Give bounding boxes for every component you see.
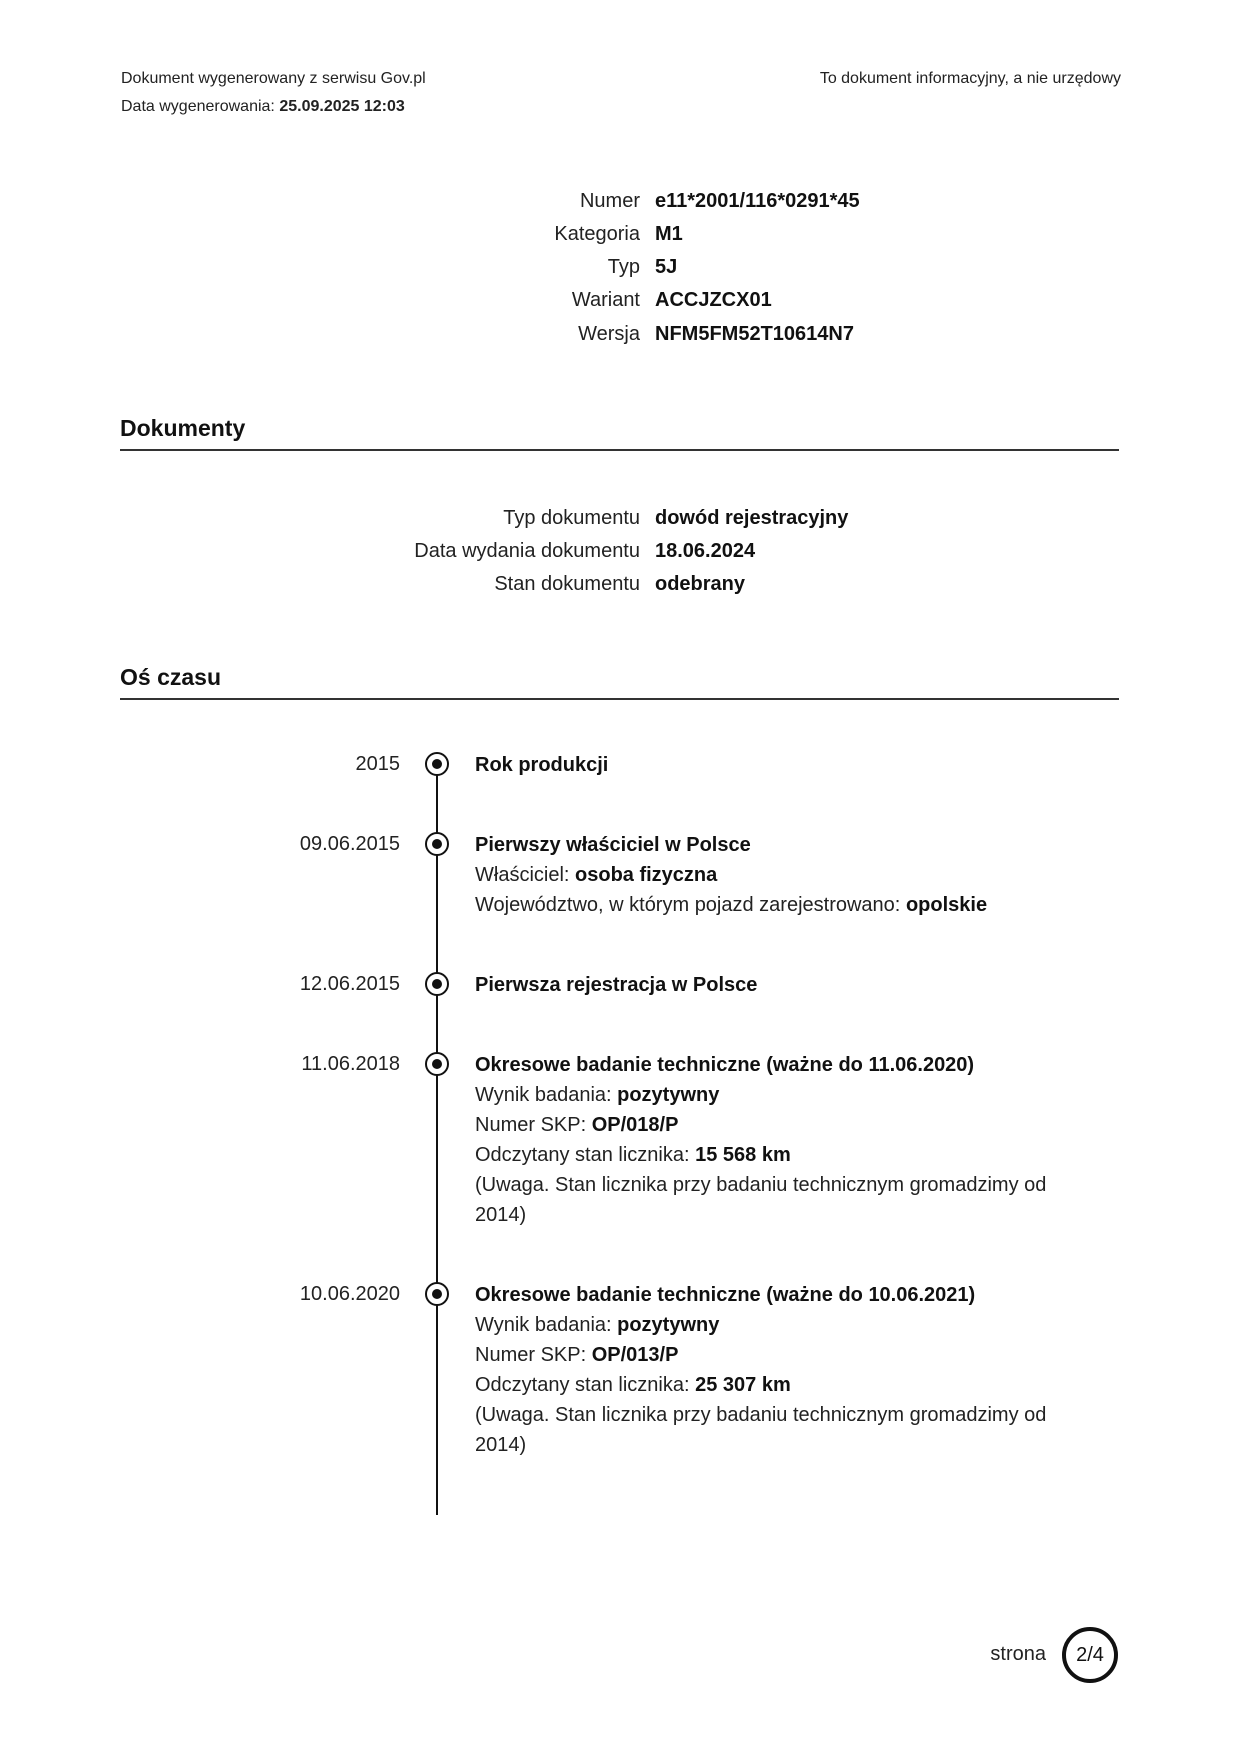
timeline-event-note: (Uwaga. Stan licznika przy badaniu technicznym gromadzimy od (475, 1174, 1047, 1196)
line-value: pozytywny (617, 1314, 720, 1336)
homologation-key: Numer (579, 190, 640, 212)
generated-date-label: Data wygenerowania: (121, 98, 275, 115)
timeline-event-title: Pierwszy właściciel w Polsce (475, 834, 751, 856)
line-value: OP/018/P (591, 1114, 679, 1136)
line-value: opolskie (905, 894, 988, 916)
document-key: Typ dokumentu (503, 507, 640, 529)
timeline-event-first-owner (475, 830, 1075, 920)
homologation-key: Wariant (571, 289, 640, 311)
documents-divider (120, 449, 1119, 451)
timeline-marker-icon (425, 972, 449, 996)
homologation-value: ACCJZCX01 (655, 289, 772, 311)
page-number: 2/4 (1076, 1643, 1104, 1666)
document-value: dowód rejestracyjny (655, 507, 849, 529)
timeline-date: 11.06.2018 (301, 1053, 400, 1075)
homologation-key: Wersja (578, 323, 640, 345)
homologation-key: Kategoria (554, 223, 640, 245)
homologation-value: 5J (655, 256, 678, 278)
timeline-marker-icon (425, 1282, 449, 1306)
timeline-event-line (475, 1370, 1075, 1400)
timeline-event-line (475, 1340, 1075, 1370)
timeline-event-note: 2014) (475, 1434, 527, 1456)
timeline-event-note: (Uwaga. Stan licznika przy badaniu technicznym gromadzimy od (475, 1404, 1047, 1426)
document-key: Stan dokumentu (494, 573, 640, 595)
timeline-event-line (475, 1080, 1075, 1110)
timeline-event-note: 2014) (475, 1204, 527, 1226)
page-number-badge (1062, 1627, 1118, 1683)
generated-date (121, 98, 405, 116)
document-value: 18.06.2024 (655, 540, 756, 562)
timeline-date: 09.06.2015 (299, 833, 400, 855)
timeline-event-title: Okresowe badanie techniczne (ważne do 11.06.2020) (475, 1054, 975, 1076)
line-label: Numer SKP: (475, 1344, 587, 1366)
line-label: Odczytany stan licznika: (475, 1374, 690, 1396)
timeline-event-line (475, 1110, 1075, 1140)
timeline-date: 12.06.2015 (299, 973, 400, 995)
line-value: 25 307 km (695, 1374, 791, 1396)
line-value: osoba fizyczna (575, 864, 718, 886)
timeline-event-line (475, 860, 1075, 890)
document-value: odebrany (655, 573, 746, 595)
timeline-date: 2015 (355, 753, 400, 775)
timeline-event-title: Pierwsza rejestracja w Polsce (475, 974, 758, 996)
homologation-key: Typ (607, 256, 640, 278)
timeline-event-first-registration (475, 970, 1075, 1000)
timeline-marker-icon (425, 1052, 449, 1076)
timeline-event-title: Okresowe badanie techniczne (ważne do 10.06.2021) (475, 1284, 976, 1306)
line-label: Numer SKP: (475, 1114, 587, 1136)
document-key: Data wydania dokumentu (414, 540, 640, 562)
line-label: Odczytany stan licznika: (475, 1144, 690, 1166)
timeline-event-line (475, 1310, 1075, 1340)
line-label: Wynik badania: (475, 1084, 612, 1106)
line-value: pozytywny (617, 1084, 720, 1106)
timeline-date: 10.06.2020 (299, 1283, 400, 1305)
generated-date-value: 25.09.2025 12:03 (279, 98, 405, 115)
homologation-value: e11*2001/116*0291*45 (655, 190, 860, 212)
timeline-axis (436, 765, 438, 1515)
timeline-event-title: Rok produkcji (475, 754, 609, 776)
timeline-divider (120, 698, 1119, 700)
homologation-value: NFM5FM52T10614N7 (655, 323, 854, 345)
line-value: 15 568 km (695, 1144, 791, 1166)
disclaimer: To dokument informacyjny, a nie urzędowy (819, 70, 1121, 87)
line-label: Województwo, w którym pojazd zarejestrowano: (475, 894, 901, 916)
timeline-event-line (475, 890, 1075, 920)
timeline-marker-icon (425, 832, 449, 856)
timeline-event-inspection-2018 (475, 1050, 1075, 1230)
line-label: Wynik badania: (475, 1314, 612, 1336)
page-label: strona (990, 1643, 1046, 1665)
timeline-event-inspection-2020 (475, 1280, 1075, 1460)
timeline-marker-icon (425, 752, 449, 776)
timeline-section-title: Oś czasu (120, 664, 221, 690)
timeline-event-line (475, 1140, 1075, 1170)
line-value: OP/013/P (591, 1344, 679, 1366)
line-label: Właściciel: (475, 864, 570, 886)
timeline-event-production (475, 750, 1075, 780)
source-note: Dokument wygenerowany z serwisu Gov.pl (121, 70, 426, 87)
homologation-value: M1 (655, 223, 683, 245)
documents-section-title: Dokumenty (120, 415, 246, 441)
